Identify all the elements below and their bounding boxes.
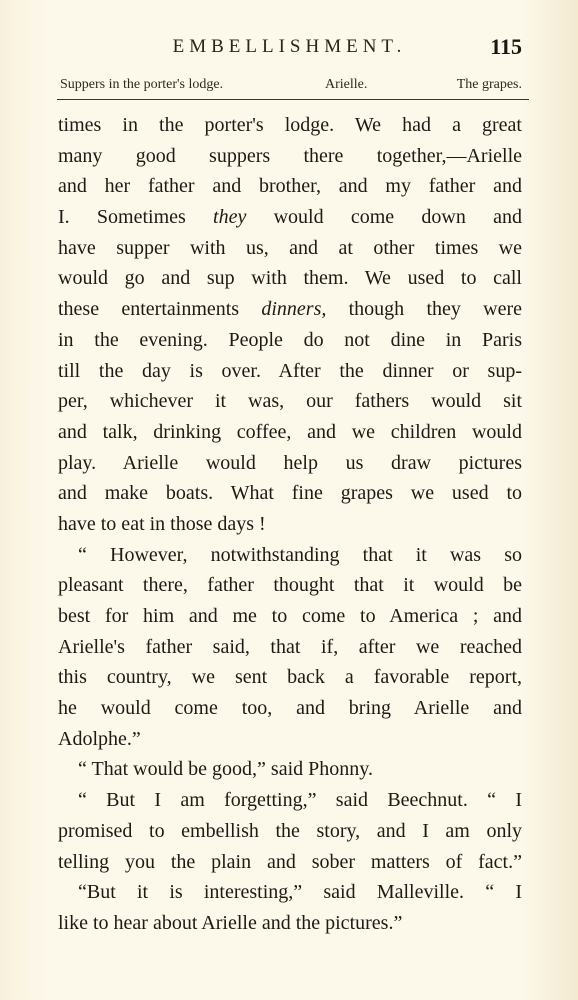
text-line: play. Arielle would help us draw pictures	[58, 451, 522, 474]
text-run: I. Sometimes	[58, 206, 214, 229]
text-line: times in the porter's lodge. We had a great	[58, 114, 522, 136]
text-line: Adolphe.”	[58, 727, 141, 750]
text-line: have to eat in those days !	[58, 512, 266, 535]
text-line: many good suppers there together,—Arielle	[58, 144, 522, 167]
text-line: and her father and brother, and my father and	[58, 175, 522, 198]
text-run: would come down and	[246, 206, 522, 229]
italic-run: dinners,	[261, 298, 327, 321]
text-line: per, whichever it was, our fathers would sit	[58, 390, 522, 413]
topic-arielle: Arielle.	[325, 77, 368, 92]
text-line: have supper with us, and at other times we	[58, 236, 522, 259]
text-line: he would come too, and bring Arielle and	[58, 697, 522, 720]
running-head	[57, 36, 522, 64]
text-line: and talk, drinking coffee, and we children would	[58, 420, 522, 443]
text-line: like to hear about Arielle and the pictures.”	[58, 911, 403, 934]
text-line: telling you the plain and sober matters of fact.”	[58, 850, 522, 873]
text-line: in the evening. People do not dine in Paris	[58, 328, 522, 351]
header-rule	[57, 99, 529, 100]
text-line: “ But I am forgetting,” said Beechnut. “ I	[78, 789, 522, 812]
text-line: this country, we sent back a favorable report,	[58, 666, 522, 689]
text-run: these entertainments	[58, 298, 262, 321]
text-line: promised to embellish the story, and I am only	[58, 819, 522, 842]
topic-suppers: Suppers in the porter's lodge.	[60, 77, 224, 92]
body-text	[58, 110, 522, 939]
text-line: Arielle's father said, that if, after we reached	[58, 635, 522, 658]
text-line: “But it is interesting,” said Malleville. “ I	[78, 881, 522, 904]
topic-grapes: The grapes.	[456, 77, 522, 92]
italic-run: they	[213, 206, 247, 229]
text-line: best for him and me to come to America ; and	[58, 605, 522, 627]
page-number: 115	[490, 34, 522, 59]
topic-line	[60, 77, 522, 97]
text-line: “ That would be good,” said Phonny.	[78, 758, 373, 781]
text-line: pleasant there, father thought that it would be	[58, 574, 522, 597]
text-line	[58, 202, 522, 233]
text-line: till the day is over. After the dinner or sup-	[58, 359, 522, 382]
text-line: “ However, notwithstanding that it was so	[78, 543, 522, 566]
text-line: would go and sup with them. We used to call	[58, 267, 522, 290]
text-run: though they were	[326, 298, 522, 321]
text-line: and make boats. What fine grapes we used to	[58, 482, 522, 505]
running-title: EMBELLISHMENT.	[172, 36, 407, 57]
text-line	[58, 294, 522, 325]
